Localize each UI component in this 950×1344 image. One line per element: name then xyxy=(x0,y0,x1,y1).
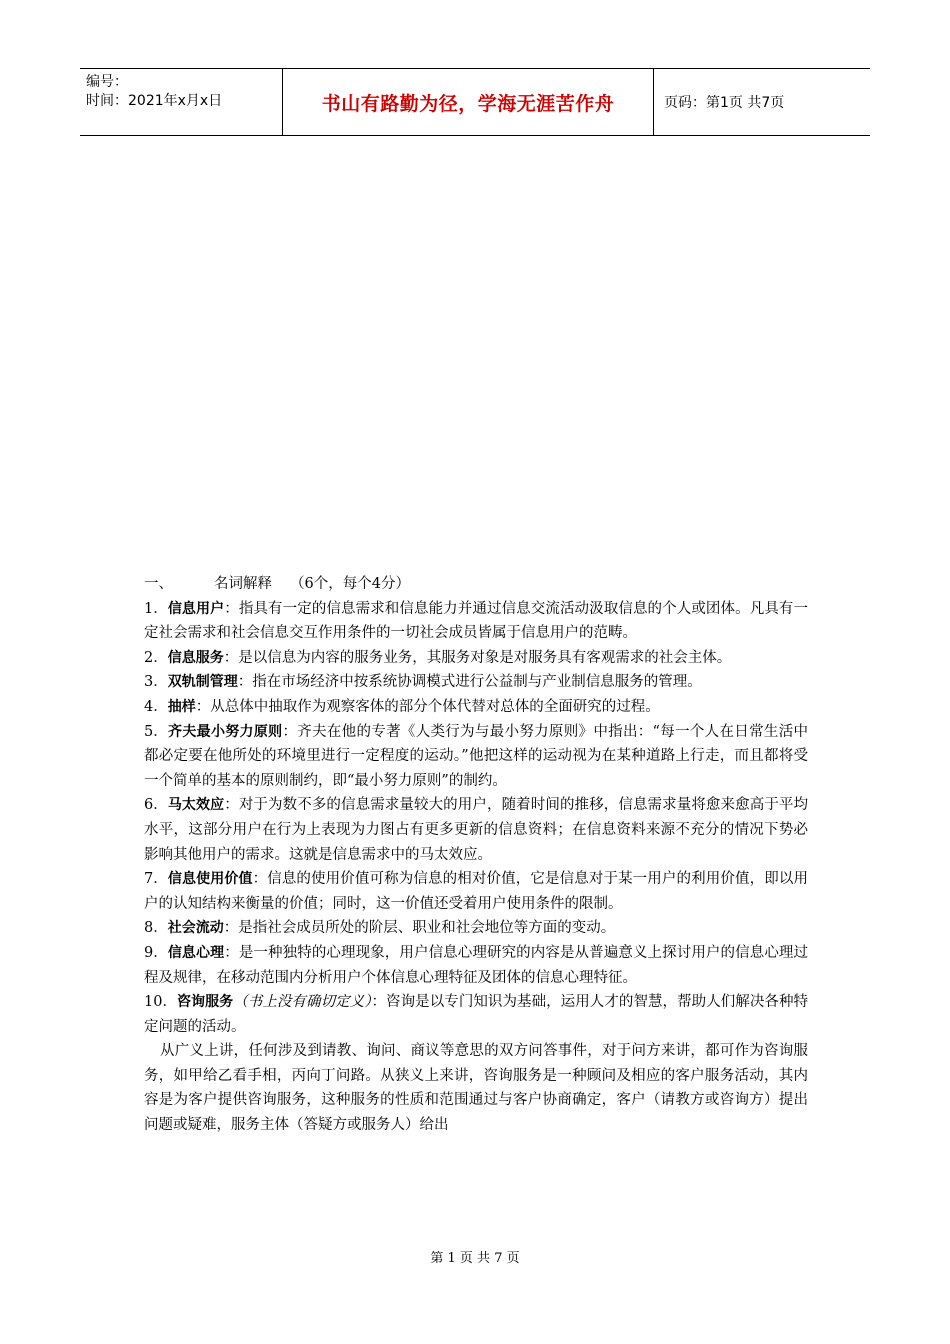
definition-item xyxy=(144,720,808,794)
definition-item xyxy=(144,646,808,671)
definition-item xyxy=(144,695,808,720)
item-term: 抽样 xyxy=(167,698,196,715)
body-paragraph: 从广义上讲，任何涉及到请教、询问、商议等意思的双方问答事件，对于问方来讲，都可作为咨询服务，如甲给乙看手相，丙向丁问路。从狭义上来讲，咨询服务是一种顾问及相应的客户服务活动，其内容是为客户提供咨询服务，这种服务的性质和范围通过与客户协商确定，客户（请教方或咨询方）提出问题或疑难，服务主体（答疑方或服务人）给出 xyxy=(144,1043,808,1134)
item-text: ：对于为数不多的信息需求量较大的用户，随着时间的推移，信息需求量将愈来愈高于平均水平，这部分用户在行为上表现为力图占有更多更新的信息资料；在信息资料来源不充分的情况下势必影响其他用户的需求。这就是信息需求中的马太效应。 xyxy=(144,797,809,863)
item-text: ：从总体中抽取作为观察客体的部分个体代替对总体的全面研究的过程。 xyxy=(195,698,660,715)
item-number: 1． xyxy=(144,600,168,617)
item-text: ：是一种独特的心理现象，用户信息心理研究的内容是从普遍意义上探讨用户的信息心理过程及规律，在移动范围内分析用户个体信息心理特征及团体的信息心理特征。 xyxy=(144,944,809,986)
page-header xyxy=(80,68,870,136)
item-term: 信息心理 xyxy=(167,944,225,961)
item-term: 信息服务 xyxy=(167,649,224,666)
definition-item xyxy=(144,916,808,941)
definition-item xyxy=(144,670,808,695)
header-slogan: 书山有路勤为径，学海无涯苦作舟 xyxy=(282,69,654,135)
definition-item xyxy=(144,867,808,916)
definition-item xyxy=(144,597,808,646)
time-label: 时间：2021年x月x日 xyxy=(86,93,223,109)
header-meta xyxy=(80,69,282,135)
item-number: 9． xyxy=(144,944,168,961)
document-body xyxy=(144,572,808,1138)
item-number: 2． xyxy=(144,649,168,666)
header-page-label: 页码：第1页 共7页 xyxy=(664,95,785,111)
item-number: 8． xyxy=(144,920,168,937)
definition-item xyxy=(144,941,808,990)
item-term: 齐夫最小努力原则 xyxy=(167,723,283,740)
item-term: 双轨制管理 xyxy=(167,674,238,691)
item-number: 3． xyxy=(144,674,168,691)
item-note: （书上没有确切定义） xyxy=(233,994,372,1011)
item-text: ：指具有一定的信息需求和信息能力并通过信息交流活动汲取信息的个人或团体。凡具有一定社会需求和社会信息交互作用条件的一切社会成员皆属于信息用户的范畴。 xyxy=(144,600,809,642)
definition-item xyxy=(144,793,808,867)
section-title: 名词解释 xyxy=(214,576,272,592)
item-number: 4． xyxy=(144,698,168,715)
item-term: 信息使用价值 xyxy=(167,871,253,888)
item-term: 信息用户 xyxy=(167,600,225,617)
section-heading xyxy=(144,572,808,597)
section-note: （6个，每个4分） xyxy=(290,576,410,592)
item-text: ：信息的使用价值可称为信息的相对价值，它是信息对于某一用户的利用价值，即以用户的认知结构来衡量的价值；同时，这一价值还受着用户使用条件的限制。 xyxy=(144,871,809,912)
item-number: 5． xyxy=(144,723,168,740)
definition-item xyxy=(144,990,808,1039)
section-number: 一、 xyxy=(144,576,173,592)
item-term: 咨询服务 xyxy=(176,994,234,1011)
item-text: ：是指社会成员所处的阶层、职业和社会地位等方面的变动。 xyxy=(223,920,616,937)
item-text: ：咨询是以专门知识为基础，运用人才的智慧，帮助人们解决各种特定问题的活动。 xyxy=(144,994,809,1035)
item-number: 10． xyxy=(144,994,177,1011)
item-text: ：齐夫在他的专著《人类行为与最小努力原则》中指出：“每一个人在日常生活中都必定要在他所处的环境里进行一定程度的运动。”他把这样的运动视为在某种道路上行走，而且都将受一个简单的基本的原则制约，即“最小努力原则”的制约。 xyxy=(144,723,808,789)
item-term: 社会流动 xyxy=(167,920,224,937)
item-term: 马太效应 xyxy=(167,797,225,814)
item-number: 7． xyxy=(144,871,168,888)
item-text: ：指在市场经济中按系统协调模式进行公益制与产业制信息服务的管理。 xyxy=(237,674,702,691)
page-footer: 第 1 页 共 7 页 xyxy=(430,1251,520,1266)
number-label: 编号： xyxy=(86,74,128,90)
item-text: ：是以信息为内容的服务业务，其服务对象是对服务具有客观需求的社会主体。 xyxy=(223,649,732,666)
item-number: 6． xyxy=(144,797,168,814)
